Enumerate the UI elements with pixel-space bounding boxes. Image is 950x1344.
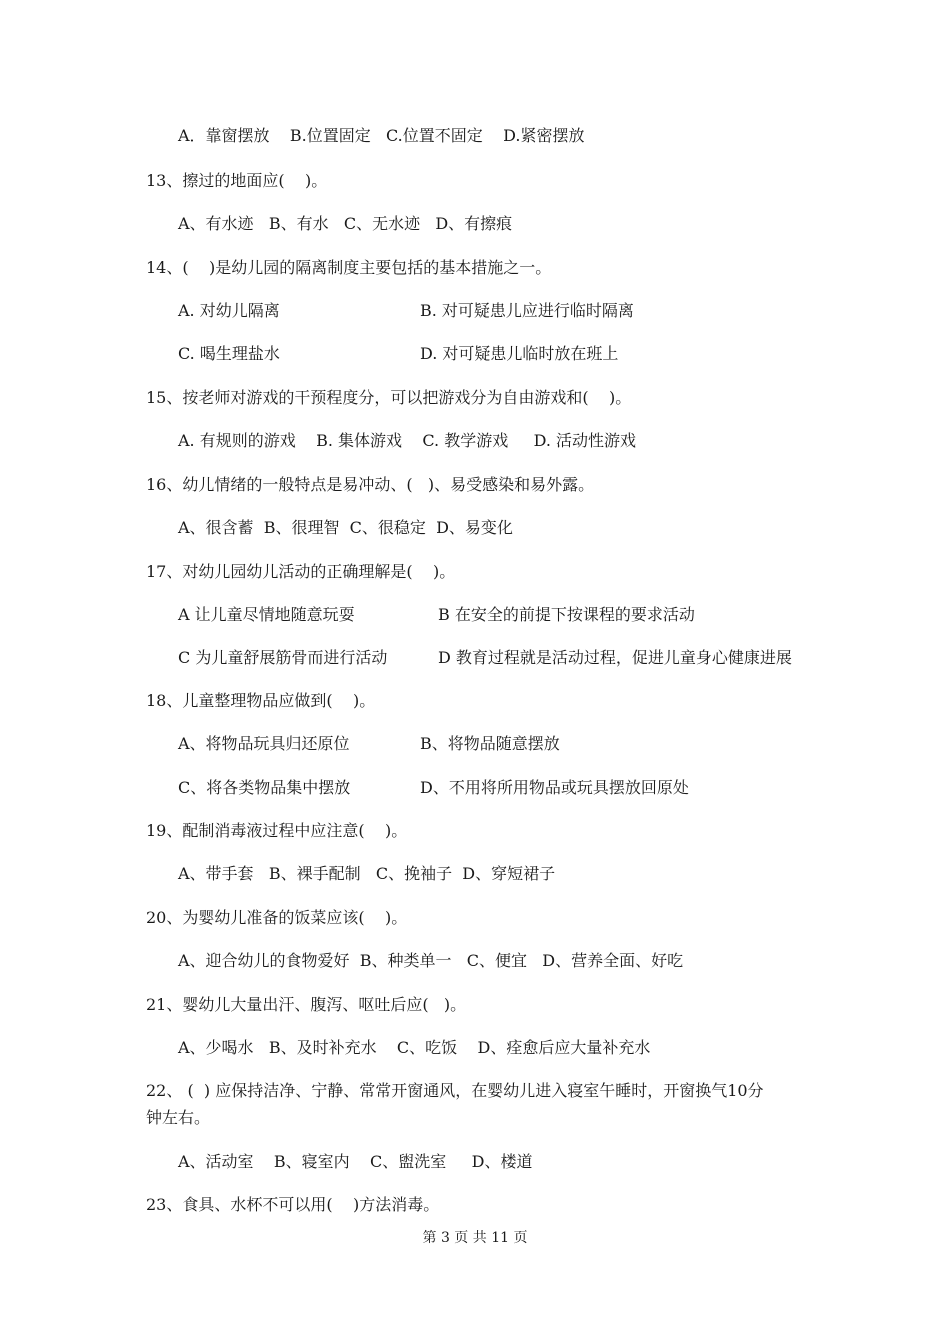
q18-option-b: B、将物品随意摆放: [420, 734, 560, 753]
question-19: 19、配制消毒液过程中应注意( )。: [146, 821, 408, 840]
q15-options: A. 有规则的游戏 B. 集体游戏 C. 教学游戏 D. 活动性游戏: [178, 431, 637, 450]
q14-option-d: D. 对可疑患儿临时放在班上: [420, 344, 619, 363]
q21-options: A、少喝水 B、及时补充水 C、吃饭 D、痊愈后应大量补充水: [178, 1038, 651, 1057]
q17-option-b: B 在安全的前提下按课程的要求活动: [438, 605, 695, 624]
q12-options: A．靠窗摆放 B.位置固定 C.位置不固定 D.紧密摆放: [178, 126, 585, 145]
q13-options: A、有水迹 B、有水 C、无水迹 D、有擦痕: [178, 214, 513, 233]
question-22-cont: 钟左右。: [146, 1108, 211, 1127]
q17-option-c: C 为儿童舒展筋骨而进行活动: [178, 648, 388, 667]
question-17: 17、对幼儿园幼儿活动的正确理解是( )。: [146, 562, 456, 581]
q20-options: A、迎合幼儿的食物爱好 B、种类单一 C、便宜 D、营养全面、好吃: [178, 951, 684, 970]
q18-option-d: D、不用将所用物品或玩具摆放回原处: [420, 778, 689, 797]
q19-options: A、带手套 B、裸手配制 C、挽袖子 D、穿短裙子: [178, 864, 556, 883]
question-22: 22、 ( ) 应保持洁净、宁静、常常开窗通风，在婴幼儿进入寝室午睡时，开窗换气10分: [146, 1081, 764, 1100]
q17-option-d: D 教育过程就是活动过程，促进儿童身心健康进展: [438, 648, 792, 667]
q22-options: A、活动室 B、寝室内 C、盥洗室 D、楼道: [178, 1152, 533, 1171]
q14-option-a: A. 对幼儿隔离: [178, 301, 280, 320]
q14-option-c: C. 喝生理盐水: [178, 344, 280, 363]
q16-options: A、很含蓄 B、很理智 C、很稳定 D、易变化: [178, 518, 513, 537]
question-21: 21、婴幼儿大量出汗、腹泻、呕吐后应( )。: [146, 995, 467, 1014]
question-20: 20、为婴幼儿准备的饭菜应该( )。: [146, 908, 408, 927]
question-14: 14、( )是幼儿园的隔离制度主要包括的基本措施之一。: [146, 258, 552, 277]
question-13: 13、擦过的地面应( )。: [146, 171, 328, 190]
question-23: 23、食具、水杯不可以用( )方法消毒。: [146, 1195, 440, 1214]
page-footer: 第 3 页 共 11 页: [422, 1230, 528, 1246]
question-18: 18、儿童整理物品应做到( )。: [146, 691, 376, 710]
q14-option-b: B. 对可疑患儿应进行临时隔离: [420, 301, 634, 320]
q18-option-a: A、将物品玩具归还原位: [178, 734, 350, 753]
q17-option-a: A 让儿童尽情地随意玩耍: [178, 605, 355, 624]
question-15: 15、按老师对游戏的干预程度分，可以把游戏分为自由游戏和( )。: [146, 388, 632, 407]
question-16: 16、幼儿情绪的一般特点是易冲动、( )、易受感染和易外露。: [146, 475, 595, 494]
q18-option-c: C、将各类物品集中摆放: [178, 778, 351, 797]
